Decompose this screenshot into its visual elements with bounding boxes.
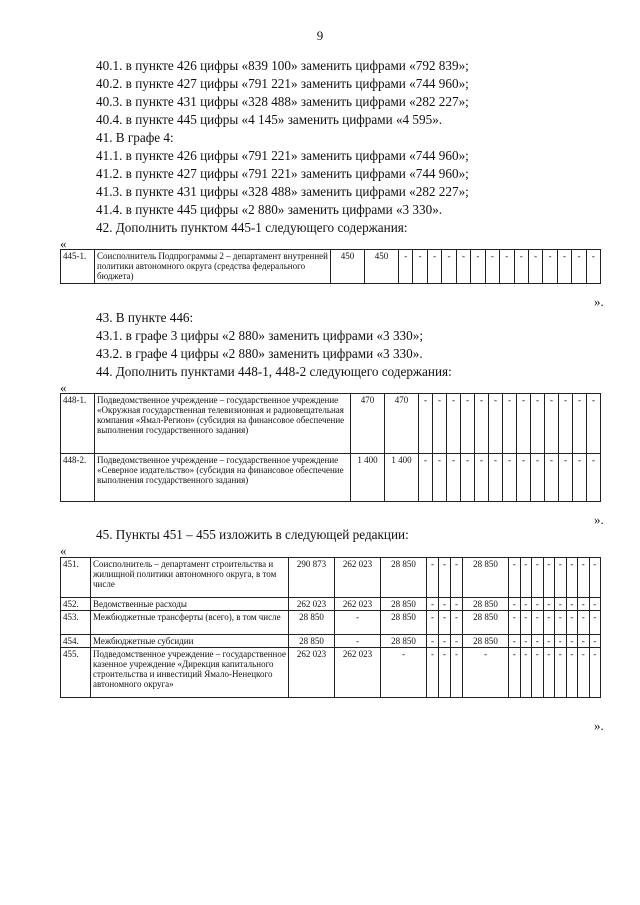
text-line: 43.1. в графе 3 цифры «2 880» заменить цифрами «3 330»;	[96, 328, 423, 343]
empty-value-cell: -	[489, 394, 503, 454]
empty-value-cell: -	[589, 635, 601, 648]
empty-value-cell: -	[514, 250, 528, 284]
empty-value-cell: -	[475, 394, 489, 454]
empty-value-cell: -	[559, 394, 573, 454]
empty-value-cell: -	[543, 598, 555, 611]
empty-value-cell: -	[509, 611, 521, 635]
value-cell: 450	[331, 250, 365, 284]
value-cell: 262 023	[289, 648, 335, 698]
row-name-cell: Подведомственное учреждение – государственное учреждение «Северное издательство» (субсидия на финансовое обеспечение выполнения государственного задания)	[95, 454, 351, 502]
table-451-455	[60, 557, 601, 698]
empty-value-cell: -	[566, 598, 578, 611]
text-line: 45. Пункты 451 – 455 изложить в следующей редакции:	[96, 527, 409, 542]
table-row	[61, 635, 601, 648]
row-number-cell: 448-1.	[61, 394, 95, 454]
row-number-cell: 445-1.	[61, 250, 95, 284]
row-name-cell: Соисполнитель – департамент строительства и жилищной политики автономного округа, в том числе	[91, 558, 289, 598]
empty-value-cell: -	[545, 394, 559, 454]
empty-value-cell: -	[555, 598, 567, 611]
row-number-cell: 455.	[61, 648, 91, 698]
empty-value-cell: -	[589, 558, 601, 598]
table-row	[61, 648, 601, 698]
text-line: 40.4. в пункте 445 цифры «4 145» заменить цифрами «4 595».	[96, 112, 443, 127]
text-line: 43.2. в графе 4 цифры «2 880» заменить цифрами «3 330».	[96, 346, 423, 361]
value-cell: 290 873	[289, 558, 335, 598]
text-line: 40.2. в пункте 427 цифры «791 221» заменить цифрами «744 960»;	[96, 76, 469, 91]
empty-value-cell: -	[442, 250, 456, 284]
empty-value-cell: -	[503, 454, 517, 502]
value-cell: 1 400	[351, 454, 385, 502]
empty-value-cell: -	[557, 250, 571, 284]
empty-value-cell: -	[447, 394, 461, 454]
value-cell: 28 850	[289, 611, 335, 635]
empty-value-cell: -	[451, 611, 463, 635]
close-quote: ».	[594, 512, 604, 527]
empty-value-cell: -	[587, 394, 601, 454]
text-line: 41.1. в пункте 426 цифры «791 221» заменить цифрами «744 960»;	[96, 148, 469, 163]
table-row	[61, 250, 601, 284]
value-cell: -	[381, 648, 427, 698]
table-row	[61, 394, 601, 454]
value-cell: -	[463, 648, 509, 698]
value-cell: 28 850	[463, 598, 509, 611]
value-cell: 28 850	[463, 611, 509, 635]
value-cell: 28 850	[289, 635, 335, 648]
empty-value-cell: -	[447, 454, 461, 502]
empty-value-cell: -	[427, 635, 439, 648]
value-cell: -	[335, 635, 381, 648]
row-number-cell: 453.	[61, 611, 91, 635]
row-name-cell: Соисполнитель Подпрограммы 2 – департамент внутренней политики автономного округа (средства федерального бюджета)	[95, 250, 331, 284]
empty-value-cell: -	[545, 454, 559, 502]
empty-value-cell: -	[586, 250, 600, 284]
row-name-cell: Межбюджетные трансферты (всего), в том числе	[91, 611, 289, 635]
empty-value-cell: -	[566, 558, 578, 598]
empty-value-cell: -	[503, 394, 517, 454]
empty-value-cell: -	[461, 454, 475, 502]
row-name-cell: Подведомственное учреждение – государственное учреждение «Окружная государственная телевизионная и радиовещательная компания «Ямал-Регион» (субсидия на финансовое обеспечение выполнения государственного задания)	[95, 394, 351, 454]
table-445-1	[60, 249, 601, 284]
empty-value-cell: -	[578, 598, 590, 611]
empty-value-cell: -	[531, 454, 545, 502]
table-row	[61, 611, 601, 635]
value-cell: 28 850	[463, 635, 509, 648]
empty-value-cell: -	[520, 635, 532, 648]
empty-value-cell: -	[509, 558, 521, 598]
row-number-cell: 454.	[61, 635, 91, 648]
empty-value-cell: -	[451, 598, 463, 611]
empty-value-cell: -	[555, 635, 567, 648]
value-cell: 28 850	[381, 611, 427, 635]
empty-value-cell: -	[439, 648, 451, 698]
text-line: 41.4. в пункте 445 цифры «2 880» заменить цифрами «3 330».	[96, 202, 443, 217]
open-quote: «	[60, 236, 67, 251]
empty-value-cell: -	[439, 611, 451, 635]
empty-value-cell: -	[543, 611, 555, 635]
empty-value-cell: -	[573, 394, 587, 454]
row-name-cell: Ведомственные расходы	[91, 598, 289, 611]
empty-value-cell: -	[555, 558, 567, 598]
empty-value-cell: -	[543, 250, 557, 284]
value-cell: 262 023	[335, 648, 381, 698]
close-quote: ».	[594, 718, 604, 733]
page-number: 9	[316, 28, 324, 43]
empty-value-cell: -	[451, 648, 463, 698]
table-row	[61, 454, 601, 502]
value-cell: -	[335, 611, 381, 635]
table-row	[61, 598, 601, 611]
empty-value-cell: -	[427, 558, 439, 598]
empty-value-cell: -	[471, 250, 485, 284]
row-name-cell: Межбюджетные субсидии	[91, 635, 289, 648]
empty-value-cell: -	[439, 635, 451, 648]
text-line: 40.1. в пункте 426 цифры «839 100» заменить цифрами «792 839»;	[96, 58, 469, 73]
empty-value-cell: -	[589, 598, 601, 611]
text-line: 40.3. в пункте 431 цифры «328 488» заменить цифрами «282 227»;	[96, 94, 469, 109]
empty-value-cell: -	[517, 394, 531, 454]
empty-value-cell: -	[485, 250, 499, 284]
empty-value-cell: -	[439, 598, 451, 611]
empty-value-cell: -	[489, 454, 503, 502]
row-number-cell: 452.	[61, 598, 91, 611]
open-quote: «	[60, 543, 67, 558]
empty-value-cell: -	[573, 454, 587, 502]
empty-value-cell: -	[531, 394, 545, 454]
value-cell: 470	[385, 394, 419, 454]
value-cell: 28 850	[381, 558, 427, 598]
empty-value-cell: -	[543, 648, 555, 698]
empty-value-cell: -	[419, 454, 433, 502]
empty-value-cell: -	[475, 454, 489, 502]
table-448	[60, 393, 601, 502]
empty-value-cell: -	[439, 558, 451, 598]
empty-value-cell: -	[520, 598, 532, 611]
close-quote: ».	[594, 294, 604, 309]
value-cell: 450	[365, 250, 399, 284]
empty-value-cell: -	[543, 635, 555, 648]
empty-value-cell: -	[532, 598, 544, 611]
empty-value-cell: -	[451, 635, 463, 648]
row-number-cell: 448-2.	[61, 454, 95, 502]
empty-value-cell: -	[461, 394, 475, 454]
empty-value-cell: -	[456, 250, 470, 284]
empty-value-cell: -	[520, 611, 532, 635]
empty-value-cell: -	[543, 558, 555, 598]
text-line: 41.3. в пункте 431 цифры «328 488» заменить цифрами «282 227»;	[96, 184, 469, 199]
empty-value-cell: -	[566, 635, 578, 648]
empty-value-cell: -	[517, 454, 531, 502]
value-cell: 28 850	[463, 558, 509, 598]
empty-value-cell: -	[589, 611, 601, 635]
value-cell: 262 023	[335, 558, 381, 598]
value-cell: 262 023	[289, 598, 335, 611]
empty-value-cell: -	[587, 454, 601, 502]
text-line: 43. В пункте 446:	[96, 310, 194, 325]
row-number-cell: 451.	[61, 558, 91, 598]
empty-value-cell: -	[427, 648, 439, 698]
empty-value-cell: -	[427, 598, 439, 611]
value-cell: 28 850	[381, 635, 427, 648]
empty-value-cell: -	[413, 250, 427, 284]
empty-value-cell: -	[566, 648, 578, 698]
empty-value-cell: -	[520, 648, 532, 698]
empty-value-cell: -	[532, 635, 544, 648]
empty-value-cell: -	[578, 635, 590, 648]
empty-value-cell: -	[500, 250, 514, 284]
value-cell: 1 400	[385, 454, 419, 502]
empty-value-cell: -	[559, 454, 573, 502]
empty-value-cell: -	[427, 250, 441, 284]
empty-value-cell: -	[509, 635, 521, 648]
empty-value-cell: -	[532, 558, 544, 598]
row-name-cell: Подведомственное учреждение – государственное казенное учреждение «Дирекция капитального строительства и инвестиций Ямало-Ненецкого автономного округа»	[91, 648, 289, 698]
empty-value-cell: -	[399, 250, 413, 284]
empty-value-cell: -	[532, 648, 544, 698]
empty-value-cell: -	[419, 394, 433, 454]
empty-value-cell: -	[572, 250, 586, 284]
empty-value-cell: -	[520, 558, 532, 598]
open-quote: «	[60, 380, 67, 395]
text-line: 41. В графе 4:	[96, 130, 174, 145]
value-cell: 262 023	[335, 598, 381, 611]
empty-value-cell: -	[433, 454, 447, 502]
empty-value-cell: -	[451, 558, 463, 598]
value-cell: 470	[351, 394, 385, 454]
empty-value-cell: -	[433, 394, 447, 454]
text-line: 42. Дополнить пунктом 445-1 следующего содержания:	[96, 220, 408, 235]
empty-value-cell: -	[509, 598, 521, 611]
empty-value-cell: -	[578, 648, 590, 698]
empty-value-cell: -	[555, 648, 567, 698]
empty-value-cell: -	[578, 558, 590, 598]
empty-value-cell: -	[427, 611, 439, 635]
table-row	[61, 558, 601, 598]
empty-value-cell: -	[566, 611, 578, 635]
empty-value-cell: -	[532, 611, 544, 635]
text-line: 41.2. в пункте 427 цифры «791 221» заменить цифрами «744 960»;	[96, 166, 469, 181]
empty-value-cell: -	[509, 648, 521, 698]
empty-value-cell: -	[555, 611, 567, 635]
value-cell: 28 850	[381, 598, 427, 611]
empty-value-cell: -	[589, 648, 601, 698]
empty-value-cell: -	[528, 250, 542, 284]
text-line: 44. Дополнить пунктами 448-1, 448-2 следующего содержания:	[96, 364, 452, 379]
empty-value-cell: -	[578, 611, 590, 635]
